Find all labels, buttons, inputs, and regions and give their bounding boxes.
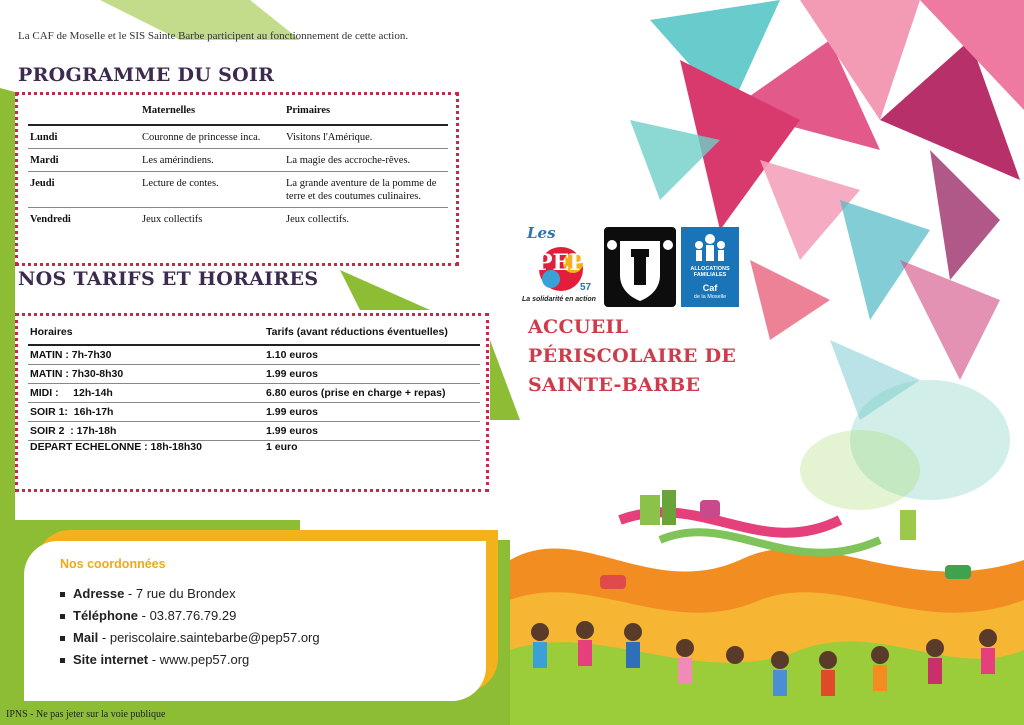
town-shield-logo bbox=[604, 227, 676, 307]
accueil-line2: PÉRISCOLAIRE DE bbox=[528, 345, 737, 367]
accueil-line3: SAINTE-BARBE bbox=[528, 374, 701, 396]
bullet-icon bbox=[60, 614, 65, 619]
family-icon bbox=[681, 227, 739, 267]
table-row bbox=[28, 441, 480, 457]
horaire-cell: DEPART ECHELONNE : 18h-18h30 bbox=[30, 441, 202, 453]
horaire-cell: SOIR 1: 16h-17h bbox=[28, 403, 264, 422]
pep-name-text: PEP bbox=[536, 250, 586, 276]
pep-tagline: La solidarité en action bbox=[522, 296, 596, 303]
table-row bbox=[28, 208, 448, 231]
contact-value: - periscolaire.saintebarbe@pep57.org bbox=[98, 630, 320, 645]
tarifs-header-row bbox=[28, 324, 480, 345]
contact-label: Site internet bbox=[73, 652, 149, 667]
tarifs-col-horaires: Horaires bbox=[28, 324, 264, 345]
contact-title: Nos coordonnées bbox=[60, 557, 166, 571]
shield-icon bbox=[604, 227, 676, 307]
contact-value: - www.pep57.org bbox=[148, 652, 250, 667]
tarif-cell: 1.99 euros bbox=[264, 365, 480, 384]
contact-value: - 03.87.76.79.29 bbox=[138, 608, 237, 623]
caf-line2: FAMILIALES bbox=[693, 272, 727, 278]
horaire-cell: MATIN : 7h30-8h30 bbox=[28, 365, 264, 384]
accueil-title bbox=[528, 313, 736, 400]
tarifs-title: NOS TARIFS ET HORAIRES bbox=[18, 268, 319, 290]
funding-note: La CAF de Moselle et le SIS Sainte Barbe participent au fonctionnement de cette action. bbox=[18, 30, 409, 42]
table-row bbox=[28, 149, 448, 172]
contact-label: Téléphone bbox=[73, 608, 139, 623]
table-row bbox=[28, 422, 480, 441]
tarifs-table bbox=[28, 324, 480, 456]
programme-title: PROGRAMME DU SOIR bbox=[18, 64, 275, 86]
table-row bbox=[28, 384, 480, 403]
contact-value: - 7 rue du Brondex bbox=[124, 586, 236, 601]
contact-mail bbox=[60, 627, 320, 649]
horaire-cell: MIDI : 12h-14h bbox=[28, 384, 264, 403]
contact-list bbox=[60, 583, 320, 671]
caf-word: Caf bbox=[702, 283, 718, 293]
tarif-cell: 6.80 euros (prise en charge + repas) bbox=[264, 384, 480, 403]
contact-phone bbox=[60, 605, 320, 627]
maternelles-cell: Jeux collectifs bbox=[142, 214, 203, 225]
table-row bbox=[28, 345, 480, 365]
bullet-icon bbox=[60, 636, 65, 641]
maternelles-cell: Couronne de princesse inca. bbox=[140, 125, 284, 149]
bullet-icon bbox=[60, 658, 65, 663]
tarifs-box bbox=[15, 313, 489, 492]
footer-note: IPNS - Ne pas jeter sur la voie publique bbox=[6, 709, 166, 720]
contact-address bbox=[60, 583, 320, 605]
table-row bbox=[28, 403, 480, 422]
tarif-cell: 1 euro bbox=[266, 441, 298, 453]
primaires-cell: La grande aventure de la pomme de terre et des coutumes culinaires. bbox=[284, 172, 448, 208]
pep-les-text: Les bbox=[527, 224, 556, 242]
tarif-cell: 1.10 euros bbox=[264, 345, 480, 365]
tarifs-col-tarifs: Tarifs (avant réductions éventuelles) bbox=[264, 324, 480, 345]
caf-sub: de la Moselle bbox=[693, 294, 727, 300]
table-row bbox=[28, 172, 448, 208]
contact-label: Mail bbox=[73, 630, 99, 645]
day-cell: Lundi bbox=[28, 125, 140, 149]
table-row bbox=[28, 125, 448, 149]
horaire-cell: MATIN : 7h-7h30 bbox=[28, 345, 264, 365]
programme-table bbox=[28, 103, 448, 230]
programme-header-row bbox=[28, 103, 448, 125]
tarif-cell: 1.99 euros bbox=[264, 403, 480, 422]
primaires-cell: La magie des accroche-rêves. bbox=[284, 149, 448, 172]
accueil-line1: ACCUEIL bbox=[528, 316, 629, 338]
contact-label: Adresse bbox=[73, 586, 125, 601]
table-row bbox=[28, 365, 480, 384]
tarif-cell: 1.99 euros bbox=[264, 422, 480, 441]
programme-box bbox=[15, 92, 459, 266]
primaires-cell: Visitons l'Amérique. bbox=[284, 125, 448, 149]
contact-website bbox=[60, 649, 320, 671]
caf-line1: ALLOCATIONS bbox=[690, 266, 730, 272]
bullet-icon bbox=[60, 592, 65, 597]
horaire-cell: SOIR 2 : 17h-18h bbox=[28, 422, 264, 441]
programme-col-maternelles: Maternelles bbox=[140, 103, 284, 125]
primaires-cell: Jeux collectifs. bbox=[286, 214, 349, 225]
day-cell: Vendredi bbox=[30, 214, 71, 225]
maternelles-cell: Lecture de contes. bbox=[140, 172, 284, 208]
day-cell: Mardi bbox=[28, 149, 140, 172]
caf-label bbox=[681, 266, 739, 278]
pep-number-text: 57 bbox=[580, 282, 592, 293]
maternelles-cell: Les amérindiens. bbox=[140, 149, 284, 172]
day-cell: Jeudi bbox=[28, 172, 140, 208]
programme-col-primaires: Primaires bbox=[284, 103, 448, 125]
programme-col-day bbox=[28, 103, 140, 125]
